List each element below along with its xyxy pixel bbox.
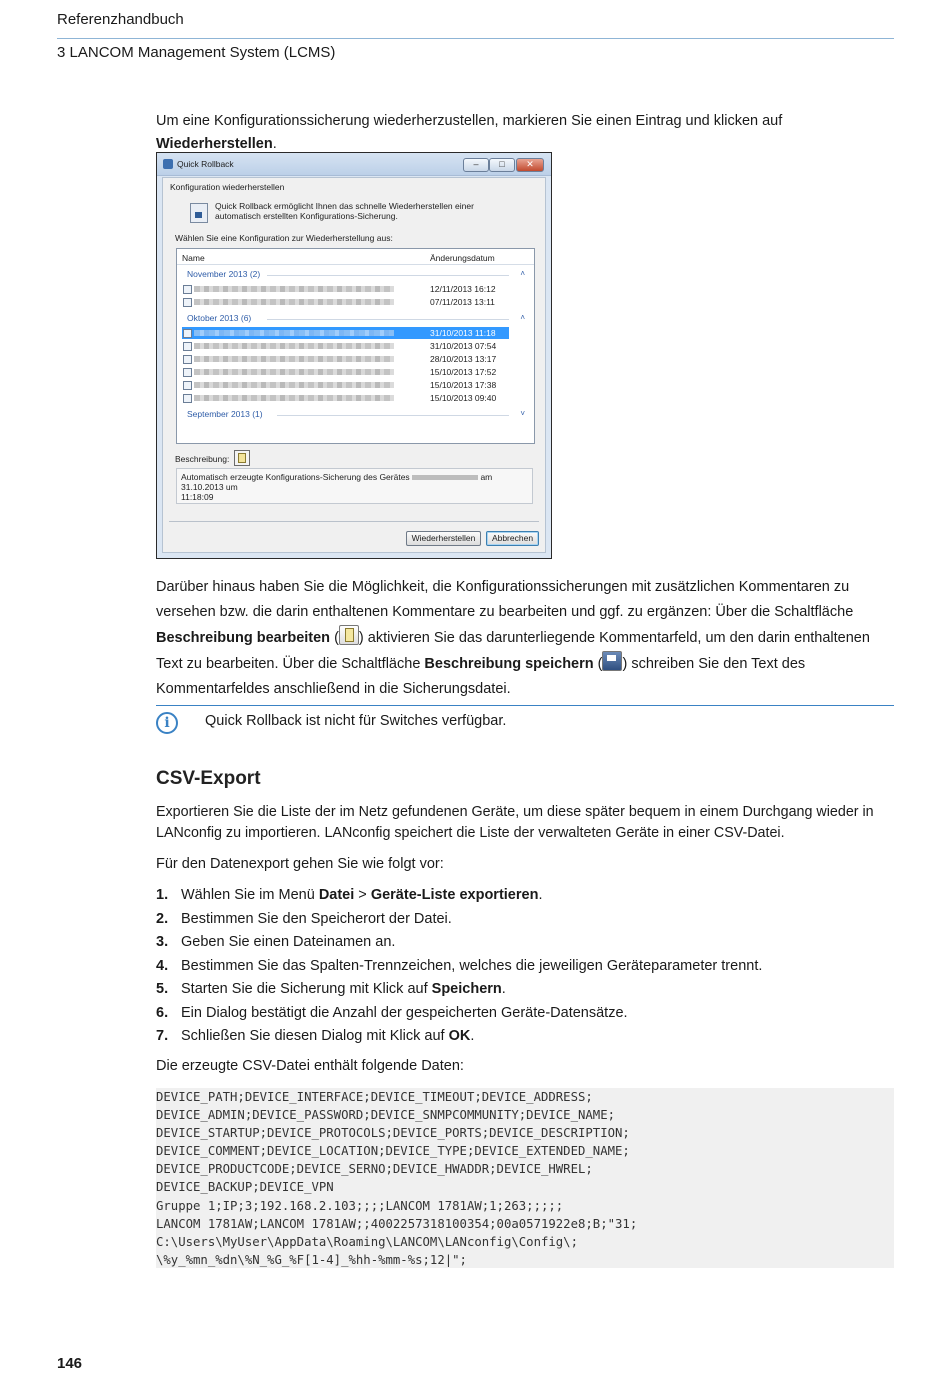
list-item: 4. Bestimmen Sie das Spalten-Trennzeichen, welches die jeweiligen Geräteparameter trennt. xyxy=(156,957,763,974)
close-button[interactable]: ✕ xyxy=(516,158,544,172)
csv-lead: Für den Datenexport gehen Sie wie folgt vor: xyxy=(156,856,444,872)
redacted-name xyxy=(194,369,394,375)
list-item[interactable] xyxy=(182,392,509,404)
beschreibung-label: Beschreibung: xyxy=(175,454,230,464)
note-divider xyxy=(156,705,894,706)
redacted-name xyxy=(194,330,394,336)
chevron-up-icon[interactable]: ˄ xyxy=(520,269,525,278)
list-item-selected[interactable] xyxy=(182,327,509,339)
description-paragraph: Darüber hinaus haben Sie die Möglichkeit, die Konfigurationssicherungen mit zusätzlichen Kommentaren zu versehen bzw. die darin enthaltenen Kommentare zu bearbeiten und ggf. zu ergänzen: Über die Schaltfläche Beschreibung bearbeiten ( ) aktivieren Sie das darunterliegende Kommentarfeld, um den darin enthaltenen Text zu bearbeiten. Über die Schaltfläche Beschreibung speichern ( ) schreiben Sie den Text des Kommentarfeldes anschließend in die Sicherungsdatei. xyxy=(156,579,870,697)
item-date: 15/10/2013 09:40 xyxy=(430,393,497,403)
group-header-november[interactable] xyxy=(187,269,525,281)
item-date: 12/11/2013 16:12 xyxy=(430,284,496,294)
list-item: 7. Schließen Sie diesen Dialog mit Klick auf OK. xyxy=(156,1028,475,1044)
running-header-title: Referenzhandbuch xyxy=(57,11,184,28)
comment-time: 11:18:09 xyxy=(181,492,214,502)
redacted-device-name xyxy=(412,475,478,480)
file-icon xyxy=(183,368,192,377)
file-icon xyxy=(183,285,192,294)
page-number: 146 xyxy=(57,1355,83,1372)
file-icon xyxy=(183,298,192,307)
item-date: 31/10/2013 07:54 xyxy=(430,341,497,351)
redacted-name xyxy=(194,382,394,388)
chevron-down-icon[interactable]: ˅ xyxy=(520,409,525,418)
redacted-name xyxy=(194,395,394,401)
steps-list xyxy=(156,884,896,1049)
redacted-name xyxy=(194,299,394,305)
minimize-button[interactable]: – xyxy=(463,158,489,172)
item-date: 15/10/2013 17:52 xyxy=(430,367,497,377)
list-item[interactable] xyxy=(182,340,509,352)
group-header-oktober[interactable] xyxy=(187,313,525,325)
column-header-name[interactable]: Name xyxy=(182,253,205,263)
chevron-up-icon[interactable]: ˄ xyxy=(520,313,525,322)
dialog-titlebar xyxy=(157,153,551,176)
redacted-name xyxy=(194,286,394,292)
save-description-icon xyxy=(602,651,622,671)
list-item: 6. Ein Dialog bestätigt die Anzahl der gespeicherten Geräte-Datensätze. xyxy=(156,1004,628,1021)
choose-label: Wählen Sie eine Konfiguration zur Wiederherstellung aus: xyxy=(175,233,393,243)
edit-description-icon xyxy=(339,625,359,645)
csv-code-block: DEVICE_PATH;DEVICE_INTERFACE;DEVICE_TIMEOUT;DEVICE_ADDRESS; DEVICE_ADMIN;DEVICE_PASSWORD;DEVICE_SNMPCOMMUNITY;DEVICE_NAME; DEVICE_STARTUP;DEVICE_PROTOCOLS;DEVICE_PORTS;DEVICE_DESCRIPTION; DEVICE_COMMENT;DEVICE_LOCATION;DEVICE_TYPE;DEVICE_EXTENDED_NAME; DEVICE_PRODUCTCODE;DEVICE_SERNO;DEVICE_HWADDR;DEVICE_HWREL; DEVICE_BACKUP;DEVICE_VPN Gruppe 1;IP;3;192.168.2.103;;;;LANCOM 1781AW;1;263;;;;; LANCOM 1781AW;LANCOM 1781AW;;4002257318100354;00a0571922e8;B;"31; C:\Users\MyUser\AppData\Roaming\LANCOM\LANconfig\Config\; \%y_%mn_%dn\%N_%G_%F[1-4]_%hh-%mm-%s;12|"; xyxy=(156,1088,894,1268)
restore-button[interactable]: Wiederherstellen xyxy=(406,531,481,546)
section-heading: CSV-Export xyxy=(156,768,261,789)
group-header-september[interactable] xyxy=(187,409,525,421)
file-icon xyxy=(183,355,192,364)
list-item[interactable] xyxy=(182,283,509,295)
list-item: 5. Starten Sie die Sicherung mit Klick auf Speichern. xyxy=(156,981,506,997)
maximize-button[interactable]: □ xyxy=(489,158,515,172)
item-date: 28/10/2013 13:17 xyxy=(430,354,497,364)
item-date: 07/11/2013 13:11 xyxy=(430,297,495,307)
cancel-button[interactable]: Abbrechen xyxy=(486,531,539,546)
restore-config-icon xyxy=(190,203,208,223)
item-date: 31/10/2013 11:18 xyxy=(430,328,496,338)
running-header-chapter: 3 LANCOM Management System (LCMS) xyxy=(57,44,336,61)
item-date: 15/10/2013 17:38 xyxy=(430,380,497,390)
group-header-label: Oktober 2013 (6) xyxy=(187,313,252,323)
app-icon xyxy=(163,159,173,169)
csv-intro: Exportieren Sie die Liste der im Netz gefundenen Geräte, um diese später bequem in einem Durchgang wieder in LANconfig zu importieren. LANconfig speichert die Liste der verwalteten Geräte in einer CSV-Datei. xyxy=(156,804,874,841)
backup-list[interactable] xyxy=(176,248,535,444)
intro-paragraph: Um eine Konfigurationssicherung wiederherzustellen, markieren Sie einen Eintrag und klicken auf Wiederherstellen. xyxy=(156,113,783,152)
comment-text-end: am 31.10.2013 um xyxy=(181,472,493,492)
header-divider xyxy=(57,38,894,39)
dialog-title: Quick Rollback xyxy=(177,159,234,169)
list-item[interactable] xyxy=(182,366,509,378)
dialog-separator xyxy=(169,521,539,522)
list-item: 2. Bestimmen Sie den Speicherort der Datei. xyxy=(156,910,452,927)
info-icon: i xyxy=(156,712,178,734)
list-item[interactable] xyxy=(182,379,509,391)
group-header-label: September 2013 (1) xyxy=(187,409,263,419)
group-divider xyxy=(267,275,509,276)
file-icon xyxy=(183,381,192,390)
file-icon xyxy=(183,329,192,338)
redacted-name xyxy=(194,356,394,362)
file-icon xyxy=(183,342,192,351)
result-label: Die erzeugte CSV-Datei enthält folgende Daten: xyxy=(156,1058,464,1074)
redacted-name xyxy=(194,343,394,349)
note-text: Quick Rollback ist nicht für Switches verfügbar. xyxy=(205,713,507,729)
list-header xyxy=(177,249,534,265)
file-icon xyxy=(183,394,192,403)
list-item: 3. Geben Sie einen Dateinamen an. xyxy=(156,934,396,950)
quick-rollback-dialog xyxy=(156,152,552,559)
dialog-description: Quick Rollback ermöglicht Ihnen das schnelle Wiederherstellen einer automatisch erstellten Konfigurations-Sicherung. xyxy=(215,201,474,221)
comment-text: Automatisch erzeugte Konfigurations-Sicherung des Gerätes xyxy=(181,472,410,482)
edit-description-button[interactable] xyxy=(234,450,250,466)
list-item: 1. Wählen Sie im Menü Datei > Geräte-Liste exportieren. xyxy=(156,887,543,903)
group-label: Konfiguration wiederherstellen xyxy=(170,182,285,192)
group-header-label: November 2013 (2) xyxy=(187,269,261,279)
list-item[interactable] xyxy=(182,353,509,365)
list-item[interactable] xyxy=(182,296,509,308)
comment-field[interactable] xyxy=(176,468,533,504)
column-header-date[interactable]: Änderungsdatum xyxy=(430,253,495,263)
group-divider xyxy=(267,319,509,320)
group-divider xyxy=(277,415,509,416)
